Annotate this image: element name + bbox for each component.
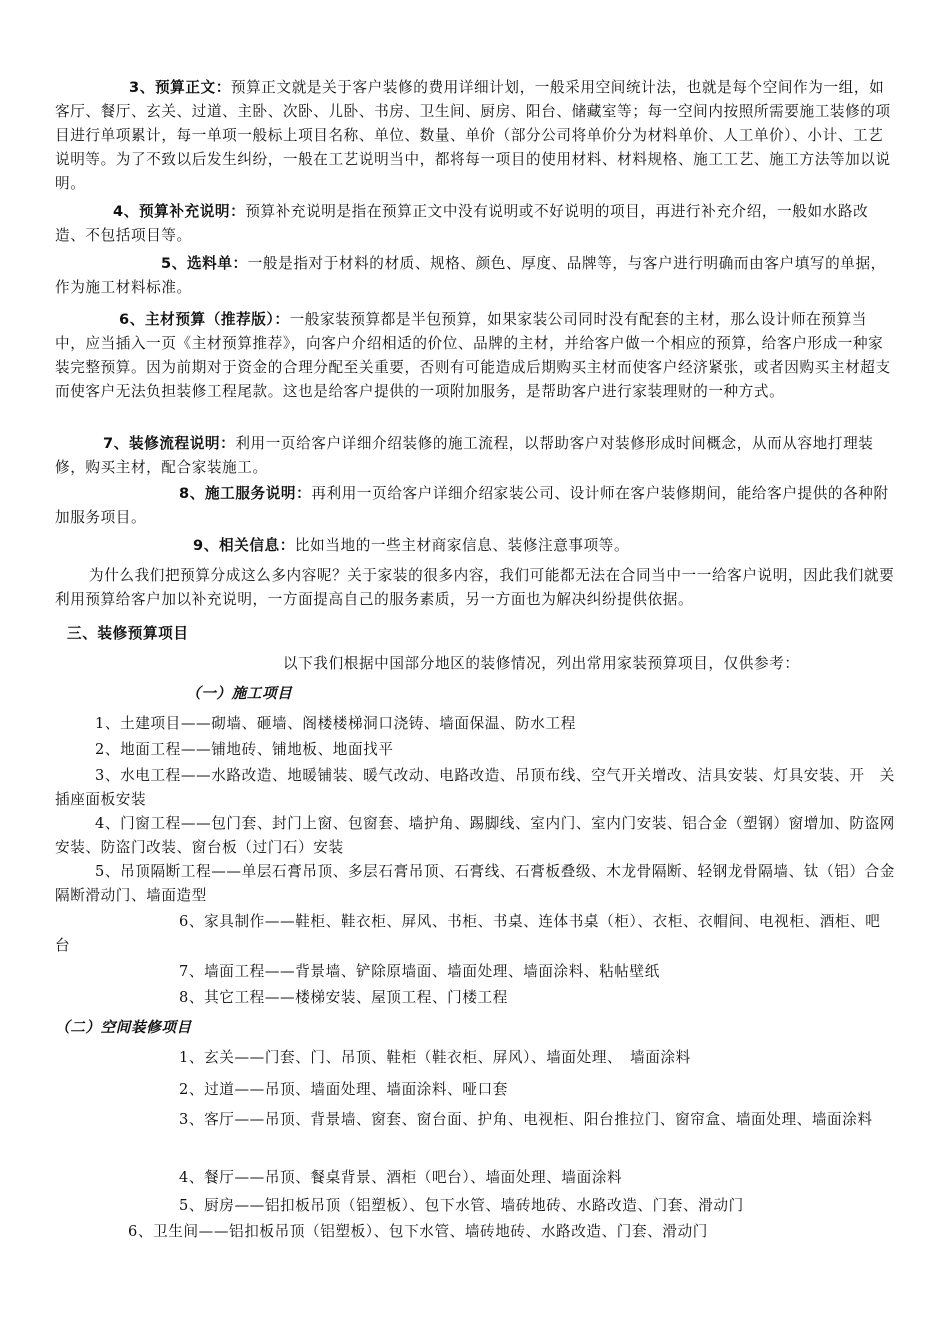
section-label: 9、相关信息： bbox=[193, 537, 295, 554]
space-item: 2、过道——吊顶、墙面处理、墙面涂料、哑口套 bbox=[179, 1081, 508, 1098]
section-label: 3、预算正文： bbox=[129, 79, 231, 96]
budget-section-3 bbox=[55, 76, 895, 196]
section-intro: 以下我们根据中国部分地区的装修情况，列出常用家装预算项目，仅供参考： bbox=[283, 655, 800, 672]
space-item: 4、餐厅——吊顶、餐桌背景、酒柜（吧台）、墙面处理、墙面涂料 bbox=[179, 1169, 623, 1186]
construction-item: 4、门窗工程——包门套、封门上窗、包窗套、墙护角、踢脚线、室内门、室内门安装、铝合金（塑钢）窗增加、防盗网安装、防盗门改装、窗台板（过门石）安装 bbox=[55, 815, 895, 856]
budget-section-9 bbox=[55, 534, 895, 558]
section-title: 三、装修预算项目 bbox=[67, 625, 189, 642]
section-label: 5、选料单： bbox=[161, 255, 248, 272]
section-text: 预算补充说明是指在预算正文中没有说明或不好说明的项目，再进行补充介绍，一般如水路改造、不包括项目等。 bbox=[55, 203, 869, 244]
construction-item: 6、家具制作——鞋柜、鞋衣柜、屏风、书柜、书桌、连体书桌（柜）、衣柜、衣帽间、电视柜、酒柜、吧台 bbox=[55, 913, 881, 954]
construction-item: 2、地面工程——铺地砖、铺地板、地面找平 bbox=[95, 741, 394, 758]
space-item: 6、卫生间——铝扣板吊顶（铝塑板）、包下水管、墙砖地砖、水路改造、门套、滑动门 bbox=[128, 1223, 708, 1240]
construction-item: 7、墙面工程——背景墙、铲除原墙面、墙面处理、墙面涂料、粘帖壁纸 bbox=[179, 963, 660, 980]
section-text: 再利用一页给客户详细介绍家装公司、设计师在客户装修期间，能给客户提供的各种附加服务项目。 bbox=[55, 485, 889, 526]
construction-item: 8、其它工程——楼梯安装、屋顶工程、门楼工程 bbox=[179, 989, 508, 1006]
space-item: 5、厨房——铝扣板吊顶（铝塑板）、包下水管、墙砖地砖、水路改造、门套、滑动门 bbox=[179, 1197, 744, 1214]
space-item: 1、玄关——门套、门、吊顶、鞋柜（鞋衣柜、屏风）、墙面处理、 墙面涂料 bbox=[179, 1049, 691, 1066]
budget-section-8 bbox=[55, 482, 895, 530]
construction-item: 5、吊顶隔断工程——单层石膏吊顶、多层石膏吊顶、石膏线、石膏板叠级、木龙骨隔断、轻钢龙骨隔墙、钛（铝）合金隔断滑动门、墙面造型 bbox=[55, 863, 895, 904]
section-text: 一般是指对于材料的材质、规格、颜色、厚度、品牌等，与客户进行明确而由客户填写的单据，作为施工材料标准。 bbox=[55, 255, 886, 296]
budget-section-7 bbox=[55, 432, 895, 480]
budget-section-5 bbox=[55, 252, 895, 300]
construction-item: 3、水电工程——水路改造、地暖铺装、暖气改动、电路改造、吊顶布线、空气开关增改、洁具安装、灯具安装、开 关插座面板安装 bbox=[55, 767, 895, 808]
space-title: （二）空间装修项目 bbox=[55, 1019, 192, 1036]
space-item: 3、客厅——吊顶、背景墙、窗套、窗台面、护角、电视柜、阳台推拉门、窗帘盒、墙面处理、墙面涂料 bbox=[179, 1111, 873, 1128]
section-text: 一般家装预算都是半包预算，如果家装公司同时没有配套的主材，那么设计师在预算当中，应当插入一页《主材预算推荐》，向客户介绍相适的价位、品牌的主材，并给客户做一个相应的预算，给客户形成一种家装完整预算。因为前期对于资金的合理分配至关重要，否则有可能造成后期购买主材而使客户经济紧张，或者因购买主材超支而使客户无法负担装修工程尾款。这也是给客户提供的一项附加服务，是帮助客户进行家装理财的一种方式。 bbox=[55, 311, 891, 400]
section-label: 8、施工服务说明： bbox=[179, 485, 312, 502]
budget-section-6 bbox=[55, 308, 895, 404]
section-text: 预算正文就是关于客户装修的费用详细计划，一般采用空间统计法，也就是每个空间作为一组，如客厅、餐厅、玄关、过道、主卧、次卧、儿卧、书房、卫生间、厨房、阳台、储藏室等；每一空间内按照所需要施工装修的项目进行单项累计，每一单项一般标上项目名称、单位、数量、单价（部分公司将单价分为材料单价、人工单价）、小计、工艺说明等。为了不致以后发生纠纷，一般在工艺说明当中，都将每一项目的使用材料、材料规格、施工工艺、施工方法等加以说明。 bbox=[55, 79, 891, 192]
section-text: 利用一页给客户详细介绍装修的施工流程，以帮助客户对装修形成时间概念，从而从容地打理装修，购买主材，配合家装施工。 bbox=[55, 435, 874, 476]
why-paragraph: 为什么我们把预算分成这么多内容呢？关于家装的很多内容，我们可能都无法在合同当中一一给客户说明，因此我们就要利用预算给客户加以补充说明，一方面提高自己的服务素质，另一方面也为解决纠纷提供依据。 bbox=[55, 567, 895, 608]
construction-item: 1、土建项目——砌墙、砸墙、阁楼楼梯洞口浇铸、墙面保温、防水工程 bbox=[95, 715, 576, 732]
section-label: 7、装修流程说明： bbox=[103, 435, 236, 452]
budget-section-4 bbox=[55, 200, 895, 248]
section-label: 4、预算补充说明： bbox=[113, 203, 246, 220]
construction-title: （一）施工项目 bbox=[186, 685, 293, 702]
section-text: 比如当地的一些主材商家信息、装修注意事项等。 bbox=[294, 537, 630, 554]
section-label: 6、主材预算（推荐版）： bbox=[119, 311, 290, 328]
